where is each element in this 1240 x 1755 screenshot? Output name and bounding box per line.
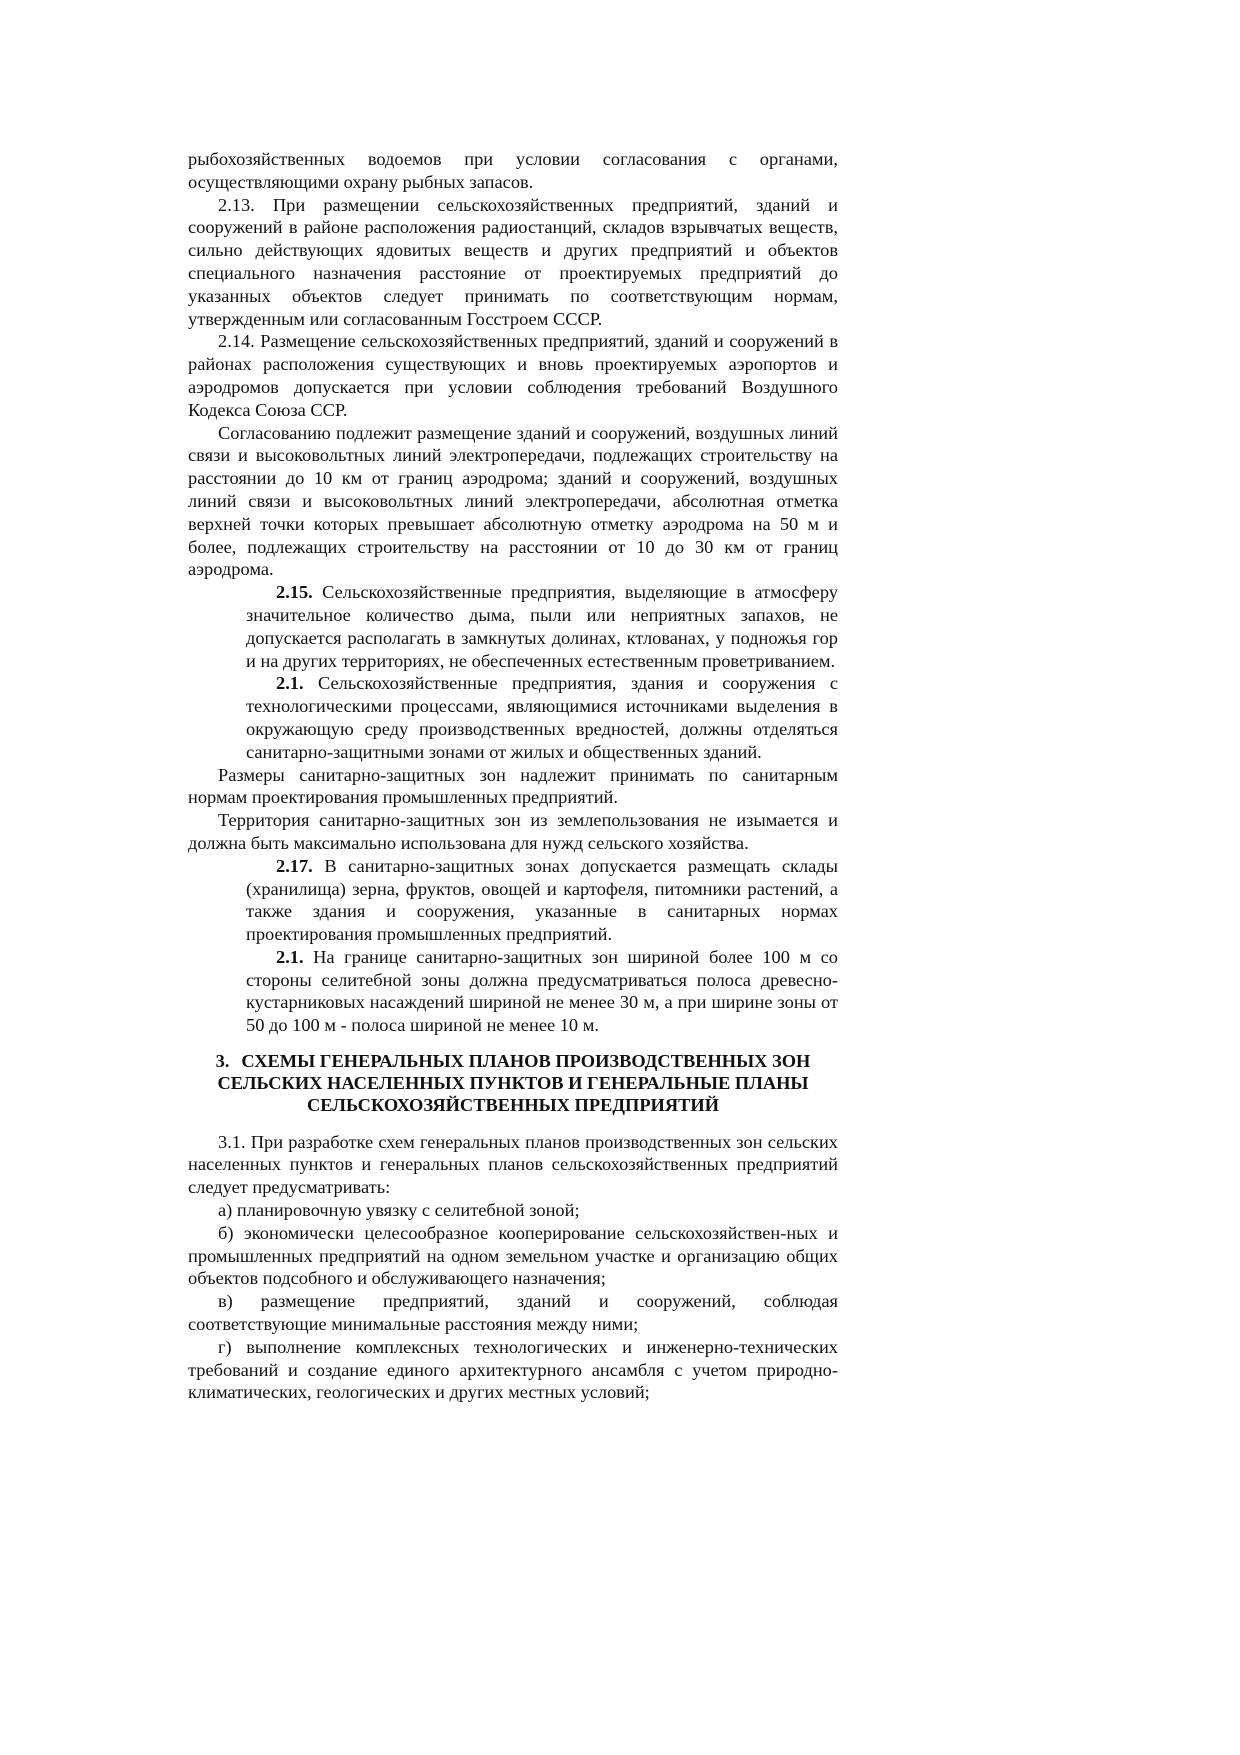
paragraph-text: Сельскохозяйственные предприятия, здания и сооружения с технологическими процессами, являющимися источниками выделения в окружающую среду производственных вредностей, должны отделяться санитарно-защитными зонами от жилых и общественных зданий. xyxy=(246,673,838,762)
paragraph-airfield-approval: Согласованию подлежит размещение зданий и сооружений, воздушных линий связи и высоковольтных линий электропередачи, подлежащих строительству на расстоянии до 10 км от границ аэродрома; зданий и сооружений, воздушных линий связи и высоковольтных линий электропередачи, абсолютная отметка верхней точки которых превышает абсолютную отметку аэродрома на 50 м и более, подлежащих строительству на расстоянии от 10 до 30 км от границ аэродрома. xyxy=(188,422,838,580)
paragraph-zone-sizes: Размеры санитарно-защитных зон надлежит принимать по санитарным нормам проектирования промышленных предприятий. xyxy=(188,764,838,808)
paragraph-text: Сельскохозяйственные предприятия, выделяющие в атмосферу значительное количество дыма, пыли или неприятных запахов, не допускается располагать в замкнутых долинах, ктлованах, у подножья гор и на других территориях, не обеспеченных естественным проветриванием. xyxy=(246,582,838,671)
paragraph-number: 2.15. xyxy=(276,582,313,603)
paragraph-number: 2.1. xyxy=(276,673,304,694)
paragraph-2-17 xyxy=(246,855,838,946)
paragraph-2-18 xyxy=(246,946,838,1037)
paragraph-number: 2.1. xyxy=(276,946,304,967)
section-heading xyxy=(188,1050,838,1117)
list-item-v: в) размещение предприятий, зданий и сооружений, соблюдая соответствующие минимальные расстояния между ними; xyxy=(188,1291,838,1335)
section-number: 3. xyxy=(215,1051,230,1072)
paragraph-2-13: 2.13. При размещении сельскохозяйственных предприятий, зданий и сооружений в районе расположения радиостанций, складов взрывчатых веществ, сильно действующих ядовитых веществ и других предприятий и объектов специального назначения расстояние от проектируемых предприятий до указанных объектов следует принимать по соответствующим нормам, утвержденным или согласованным Госстроем СССР. xyxy=(188,194,838,329)
list-item-b: б) экономически целесообразное кооперирование сельскохозяйствен-ных и промышленных предприятий на одном земельном участке и организацию общих объектов подсобного и обслуживающего назначения; xyxy=(188,1222,838,1289)
document-page xyxy=(188,148,838,1404)
paragraph-2-14: 2.14. Размещение сельскохозяйственных предприятий, зданий и сооружений в районах расположения существующих и вновь проектируемых аэропортов и аэродромов допускается при условии соблюдения требований Воздушного Кодекса Союза ССР. xyxy=(188,331,838,420)
paragraph-2-15 xyxy=(246,581,838,672)
section-title: СХЕМЫ ГЕНЕРАЛЬНЫХ ПЛАНОВ ПРОИЗВОДСТВЕННЫХ ЗОН СЕЛЬСКИХ НАСЕЛЕННЫХ ПУНКТОВ И ГЕНЕРАЛЬНЫЕ ПЛАНЫ СЕЛЬСКОХОЗЯЙСТВЕННЫХ ПРЕДПРИЯТИЙ xyxy=(217,1051,811,1116)
list-item-a: а) планировочную увязку с селитебной зоной; xyxy=(218,1200,580,1221)
paragraph-number: 2.17. xyxy=(276,855,313,876)
list-item-g: г) выполнение комплексных технологических и инженерно-технических требований и создание единого архитектурного ансамбля с учетом природно-климатических, геологических и других местных условий; xyxy=(188,1336,838,1403)
paragraph-2-16 xyxy=(246,672,838,763)
paragraph-text: В санитарно-защитных зонах допускается размещать склады (хранилища) зерна, фруктов, овощей и картофеля, питомники растений, а также здания и сооружения, указанные в санитарных нормах проектирования промышленных предприятий. xyxy=(246,855,838,945)
paragraph-text: На границе санитарно-защитных зон шириной более 100 м со стороны селитебной зоны должна предусматриваться полоса древесно-кустарниковых насаждений шириной не менее 30 м, а при ширине зоны от 50 до 100 м - полоса шириной не менее 10 м. xyxy=(246,946,838,1036)
paragraph-zone-territory: Территория санитарно-защитных зон из землепользования не изымается и должна быть максимально использована для нужд сельского хозяйства. xyxy=(188,810,838,853)
paragraph-continuation: рыбохозяйственных водоемов при условии согласования с органами, осуществляющими охрану рыбных запасов. xyxy=(188,149,838,192)
paragraph-3-1: 3.1. При разработке схем генеральных планов производственных зон сельских населенных пунктов и генеральных планов сельскохозяйственных предприятий следует предусматривать: xyxy=(188,1131,838,1198)
